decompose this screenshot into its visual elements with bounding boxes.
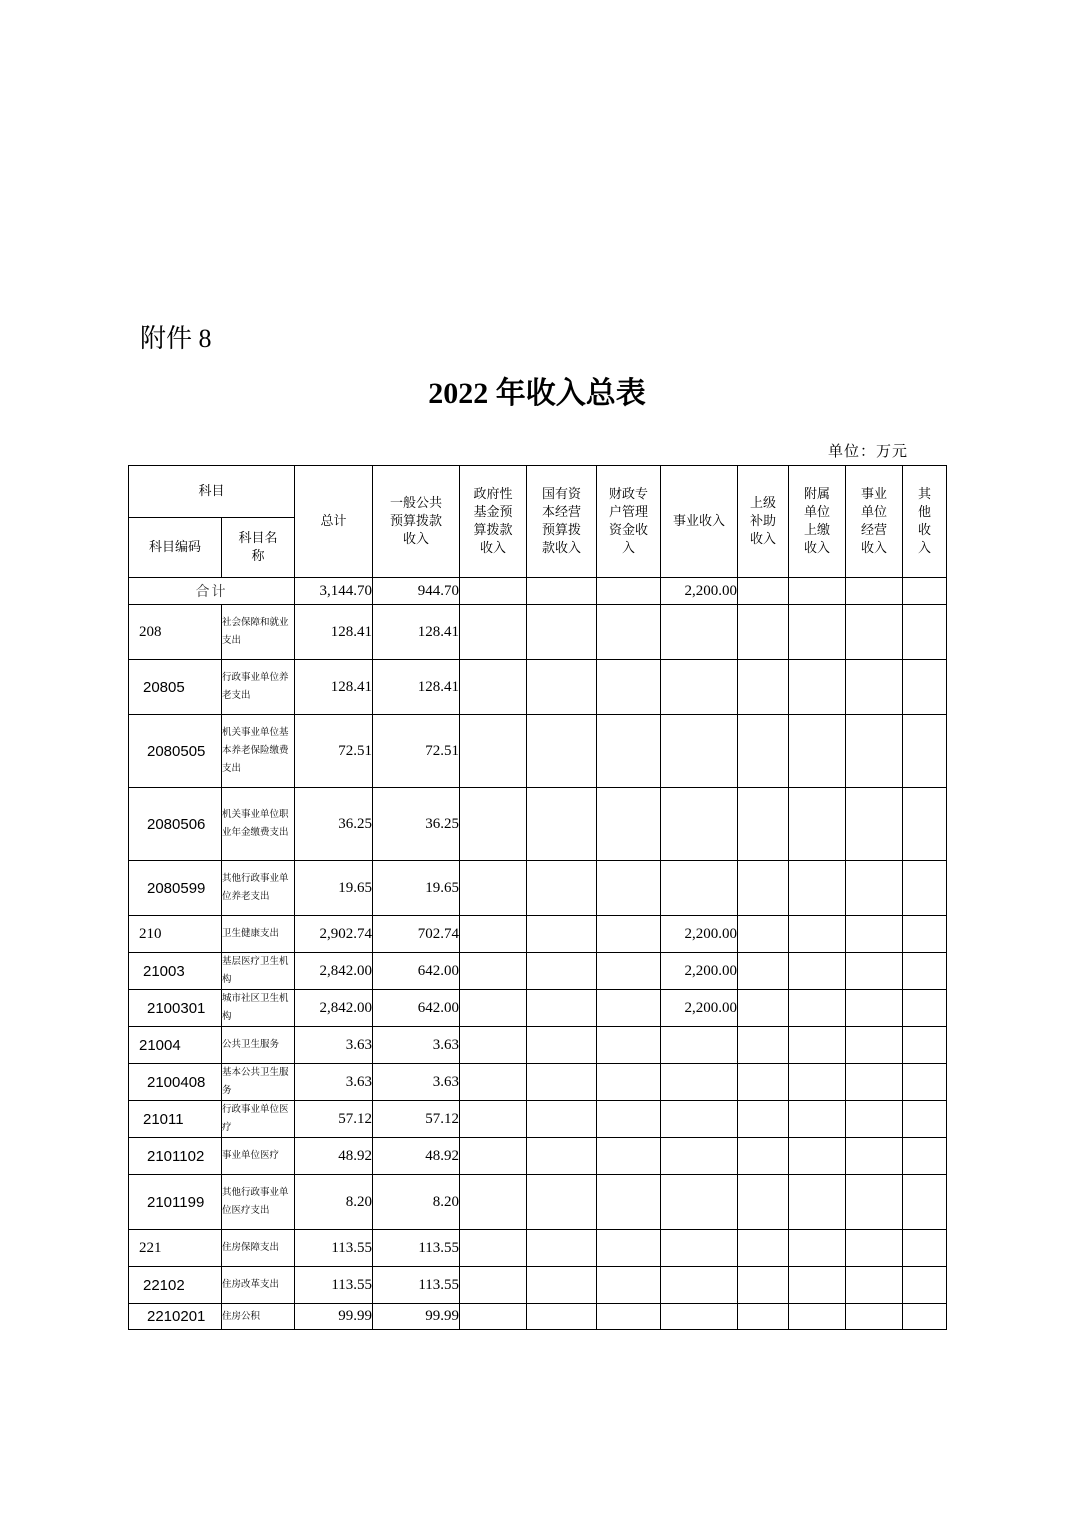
business-cell xyxy=(661,605,738,660)
name-cell: 住房改革支出 xyxy=(222,1267,295,1304)
header-gov-fund: 政府性基金预算拨款收入 xyxy=(460,466,527,578)
general-cell: 702.74 xyxy=(373,916,460,953)
table-row xyxy=(129,1101,947,1138)
table-row xyxy=(129,1175,947,1230)
table-row xyxy=(129,916,947,953)
business-cell: 2,200.00 xyxy=(661,990,738,1027)
name-cell: 卫生健康支出 xyxy=(222,916,295,953)
total-cell: 3.63 xyxy=(295,1027,373,1064)
income-summary-table xyxy=(128,465,947,1330)
general-cell: 48.92 xyxy=(373,1138,460,1175)
business-cell xyxy=(661,861,738,916)
code-cell: 21011 xyxy=(129,1101,222,1138)
business-cell: 2,200.00 xyxy=(661,953,738,990)
total-cell: 113.55 xyxy=(295,1230,373,1267)
code-cell: 2080506 xyxy=(129,788,222,861)
code-cell: 2080599 xyxy=(129,861,222,916)
table-row xyxy=(129,1138,947,1175)
business-cell xyxy=(661,1064,738,1101)
business-cell xyxy=(661,660,738,715)
code-cell: 208 xyxy=(129,605,222,660)
general-cell: 19.65 xyxy=(373,861,460,916)
total-cell: 19.65 xyxy=(295,861,373,916)
general-cell: 113.55 xyxy=(373,1230,460,1267)
unit-label: 单位：万元 xyxy=(828,442,909,460)
name-cell: 行政事业单位养老支出 xyxy=(222,660,295,715)
total-cell: 128.41 xyxy=(295,605,373,660)
table-row xyxy=(129,1027,947,1064)
general-cell: 36.25 xyxy=(373,788,460,861)
name-cell: 行政事业单位医疗 xyxy=(222,1101,295,1138)
general-cell: 642.00 xyxy=(373,990,460,1027)
header-business-operation: 事业单位经营收入 xyxy=(846,466,903,578)
total-cell: 3,144.70 xyxy=(295,578,373,605)
code-cell: 2100301 xyxy=(129,990,222,1027)
total-cell: 99.99 xyxy=(295,1304,373,1330)
header-business-income: 事业收入 xyxy=(661,466,738,578)
total-cell: 113.55 xyxy=(295,1267,373,1304)
name-cell: 机关事业单位职业年金缴费支出 xyxy=(222,788,295,861)
total-cell: 2,842.00 xyxy=(295,953,373,990)
table-row xyxy=(129,715,947,788)
attachment-label: 附件 8 xyxy=(140,324,212,353)
general-cell: 944.70 xyxy=(373,578,460,605)
name-cell: 其他行政事业单位养老支出 xyxy=(222,861,295,916)
header-general-budget: 一般公共预算拨款收入 xyxy=(373,466,460,578)
business-cell xyxy=(661,788,738,861)
total-cell: 128.41 xyxy=(295,660,373,715)
header-subject: 科目 xyxy=(129,466,295,518)
general-cell: 642.00 xyxy=(373,953,460,990)
general-cell: 8.20 xyxy=(373,1175,460,1230)
business-cell xyxy=(661,1027,738,1064)
business-cell xyxy=(661,1230,738,1267)
code-cell: 221 xyxy=(129,1230,222,1267)
business-cell: 2,200.00 xyxy=(661,916,738,953)
business-cell xyxy=(661,1138,738,1175)
header-subject-code: 科目编码 xyxy=(129,518,222,578)
name-cell: 基本公共卫生服务 xyxy=(222,1064,295,1101)
table-row xyxy=(129,660,947,715)
general-cell: 128.41 xyxy=(373,660,460,715)
header-fiscal-special: 财政专户管理资金收入 xyxy=(597,466,661,578)
table-row xyxy=(129,788,947,861)
general-cell: 3.63 xyxy=(373,1064,460,1101)
header-affiliated-remit: 附属单位上缴收入 xyxy=(789,466,846,578)
total-cell: 57.12 xyxy=(295,1101,373,1138)
name-cell: 事业单位医疗 xyxy=(222,1138,295,1175)
header-other-income: 其他收入 xyxy=(903,466,947,578)
table-row xyxy=(129,861,947,916)
code-cell: 2101102 xyxy=(129,1138,222,1175)
total-cell: 8.20 xyxy=(295,1175,373,1230)
total-cell: 2,842.00 xyxy=(295,990,373,1027)
total-cell: 48.92 xyxy=(295,1138,373,1175)
general-cell: 72.51 xyxy=(373,715,460,788)
header-total: 总计 xyxy=(295,466,373,578)
general-cell: 57.12 xyxy=(373,1101,460,1138)
business-cell xyxy=(661,1304,738,1330)
business-cell xyxy=(661,1101,738,1138)
total-cell: 2,902.74 xyxy=(295,916,373,953)
code-cell: 210 xyxy=(129,916,222,953)
table-row xyxy=(129,1267,947,1304)
code-cell: 2080505 xyxy=(129,715,222,788)
table-row xyxy=(129,605,947,660)
total-cell: 36.25 xyxy=(295,788,373,861)
business-cell: 2,200.00 xyxy=(661,578,738,605)
name-cell: 基层医疗卫生机构 xyxy=(222,953,295,990)
business-cell xyxy=(661,1175,738,1230)
code-cell: 20805 xyxy=(129,660,222,715)
table-row xyxy=(129,1230,947,1267)
code-cell: 2101199 xyxy=(129,1175,222,1230)
general-cell: 3.63 xyxy=(373,1027,460,1064)
header-subject-name: 科目名称 xyxy=(222,518,295,578)
total-cell: 72.51 xyxy=(295,715,373,788)
business-cell xyxy=(661,715,738,788)
table-row xyxy=(129,1304,947,1330)
name-cell: 住房公积 xyxy=(222,1304,295,1330)
header-superior-subsidy: 上级补助收入 xyxy=(738,466,789,578)
name-cell: 住房保障支出 xyxy=(222,1230,295,1267)
table-row xyxy=(129,990,947,1027)
code-cell: 21003 xyxy=(129,953,222,990)
business-cell xyxy=(661,1267,738,1304)
general-cell: 128.41 xyxy=(373,605,460,660)
general-cell: 113.55 xyxy=(373,1267,460,1304)
total-cell: 3.63 xyxy=(295,1064,373,1101)
name-cell: 公共卫生服务 xyxy=(222,1027,295,1064)
name-cell: 其他行政事业单位医疗支出 xyxy=(222,1175,295,1230)
code-cell: 22102 xyxy=(129,1267,222,1304)
table-row xyxy=(129,1064,947,1101)
name-cell: 机关事业单位基本养老保险缴费支出 xyxy=(222,715,295,788)
total-label: 合计 xyxy=(129,578,295,605)
page-title: 2022 年收入总表 xyxy=(428,377,646,410)
table-row xyxy=(129,953,947,990)
general-cell: 99.99 xyxy=(373,1304,460,1330)
code-cell: 2100408 xyxy=(129,1064,222,1101)
name-cell: 社会保障和就业支出 xyxy=(222,605,295,660)
code-cell: 21004 xyxy=(129,1027,222,1064)
table-row-total xyxy=(129,578,947,605)
name-cell: 城市社区卫生机构 xyxy=(222,990,295,1027)
header-state-capital: 国有资本经营预算拨款收入 xyxy=(527,466,597,578)
code-cell: 2210201 xyxy=(129,1304,222,1330)
